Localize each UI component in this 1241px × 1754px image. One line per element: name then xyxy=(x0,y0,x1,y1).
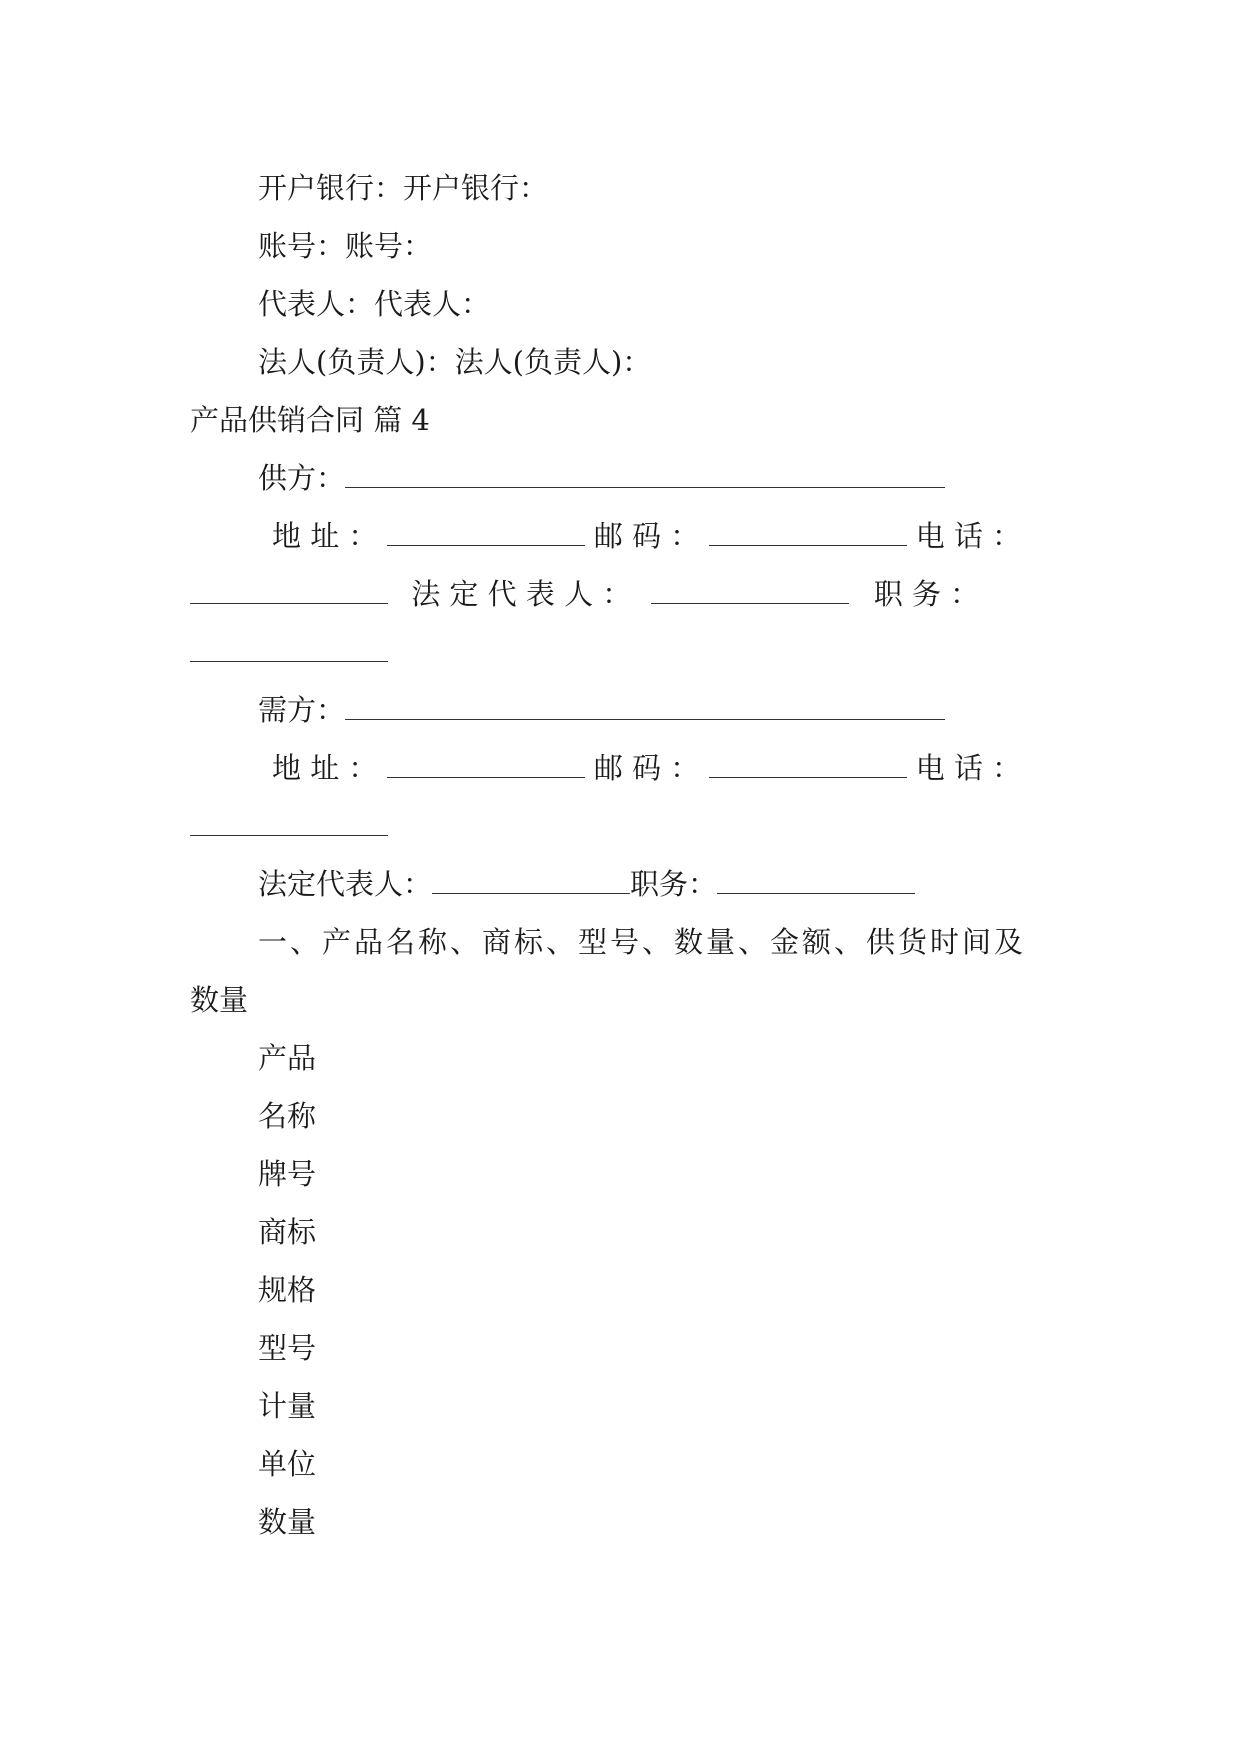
legal-person-line: 法人(负责人)：法人(负责人)： xyxy=(258,345,652,379)
clause-one-line: 一、产品名称、商标、型号、数量、金额、供货时间及 xyxy=(258,925,1027,959)
table-header-item: 单位 xyxy=(258,1447,317,1481)
table-header-item: 数量 xyxy=(258,1505,317,1539)
table-header-item: 商标 xyxy=(258,1215,317,1249)
supplier-line xyxy=(258,458,945,498)
legal-rep-label: 法 定 代 表 人 ： xyxy=(411,577,632,611)
address-label-2: 地 址 ： xyxy=(272,751,378,785)
address-blank-2[interactable] xyxy=(387,751,585,778)
supplier-blank[interactable] xyxy=(345,461,945,488)
buyer-label: 需方： xyxy=(258,693,346,727)
table-header-item: 型号 xyxy=(258,1331,317,1365)
legal-rep-label-2: 法定代表人： xyxy=(258,867,433,901)
table-header-item: 产品 xyxy=(258,1041,317,1075)
position-blank-line xyxy=(190,632,388,672)
supplier-legal-line xyxy=(190,574,979,614)
table-header-item: 牌号 xyxy=(258,1157,317,1191)
buyer-line xyxy=(258,690,945,730)
phone-label: 电 话 ： xyxy=(915,519,1022,553)
supplier-contact-line xyxy=(272,516,1021,556)
position-blank-2[interactable] xyxy=(717,867,915,894)
position-label: 职 务 ： xyxy=(873,577,980,611)
address-label: 地 址 ： xyxy=(272,519,378,553)
table-header-item: 名称 xyxy=(258,1099,317,1133)
buyer-contact-line xyxy=(272,748,1021,788)
buyer-legal-line xyxy=(258,864,915,904)
buyer-blank[interactable] xyxy=(345,693,945,720)
postcode-blank[interactable] xyxy=(709,519,907,546)
bank-line: 开户银行：开户银行： xyxy=(258,171,549,205)
table-header-item: 计量 xyxy=(258,1389,317,1423)
account-line: 账号：账号： xyxy=(258,229,433,263)
legal-rep-blank-2[interactable] xyxy=(432,867,630,894)
phone-blank-2[interactable] xyxy=(190,809,388,836)
postcode-blank-2[interactable] xyxy=(709,751,907,778)
clause-one-continuation: 数量 xyxy=(190,983,249,1017)
table-header-item: 规格 xyxy=(258,1273,317,1307)
phone-label-2: 电 话 ： xyxy=(915,751,1022,785)
representative-line: 代表人：代表人： xyxy=(258,287,491,321)
phone-blank-line-2 xyxy=(190,806,388,846)
postcode-label-2: 邮 码 ： xyxy=(593,751,700,785)
position-blank[interactable] xyxy=(190,635,388,662)
supplier-label: 供方： xyxy=(258,461,346,495)
postcode-label: 邮 码 ： xyxy=(593,519,700,553)
address-blank[interactable] xyxy=(387,519,585,546)
section-title: 产品供销合同 篇 4 xyxy=(190,403,430,437)
position-label-2: 职务： xyxy=(630,867,718,901)
legal-rep-blank[interactable] xyxy=(651,577,849,604)
phone-blank[interactable] xyxy=(190,577,388,604)
